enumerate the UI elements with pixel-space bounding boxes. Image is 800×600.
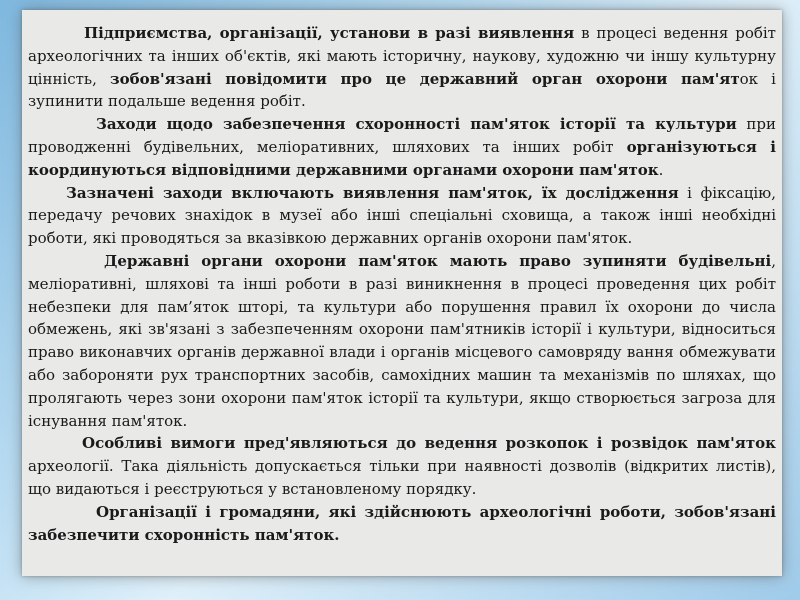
- paragraph-1-text-2: ок і зупинити подальше ведення робіт.: [28, 69, 776, 111]
- paragraph-2-bold-2: організуються і координуються відповідними державними органами охорони пам'яток: [28, 137, 776, 179]
- paragraph-3-bold-1: Зазначені заходи включають виявлення пам'яток, їх дослідження: [66, 183, 679, 202]
- paragraph-1-bold-2: зобов'язані повідомити про це державний орган охорони пам'ят: [110, 69, 740, 88]
- paragraph-6: [28, 501, 776, 547]
- paragraph-4-bold-1: Державні органи охорони пам'яток мають право зупиняти будівельні: [104, 251, 772, 270]
- paragraph-5: [28, 432, 776, 500]
- paragraph-4-text-1: , меліоративні, шляхові та інші роботи в разі виникнення в процесі проведення цих робіт небезпеки для пам’яток шторі, та культури або порушення правил їх охорони до числа обмежень, які зв'язані з забезпеченням охорони пам'ятників історії і культури, відноситься право виконавчих органів державної влади і органів місцевого самовряду вання обмежувати або забороняти рух транспортних засобів, самохідних машин та механізмів по шляхах, що пролягають через зони охорони пам'яток історії та культури, якщо створюється загроза для існування пам'яток.: [28, 251, 776, 430]
- text-card: [22, 10, 782, 576]
- paragraph-6-bold-1: Організації і громадяни, які здійснюють археологічні роботи, зобов'язані забезпечити схоронність пам'яток.: [28, 502, 776, 544]
- paragraph-3-text-1: і фіксацію, передачу речових знахідок в музеї або інші спеціальні сховища, а також інші необхідні роботи, які проводяться за вказівкою державних органів охорони пам'яток.: [28, 183, 776, 248]
- paragraph-2-bold-1: Заходи щодо забезпечення схоронності пам'яток історії та культури: [96, 115, 737, 134]
- paragraph-2-text-2: .: [658, 160, 664, 179]
- paragraph-2-text-1: при проводженні будівельних, меліоративних, шляхових та інших робіт: [28, 115, 776, 156]
- paragraph-1-text-1: в процесі ведення робіт археологічних та інших об'єктів, які мають історичну, наукову, художню чи іншу культурну цінність,: [28, 24, 776, 88]
- paragraph-3: [28, 182, 776, 250]
- paragraph-1-bold-1: Підприємства, організації, установи в разі виявлення: [84, 24, 575, 42]
- paragraph-4: [28, 250, 776, 432]
- paragraph-1: [28, 22, 776, 113]
- paragraph-5-bold-1: Особливі вимоги пред'являються до ведення розкопок і розвідок пам'яток: [82, 434, 776, 453]
- paragraph-2: [28, 113, 776, 181]
- paragraph-5-text-1: археології. Така діяльність допускається тільки при наявності дозволів (відкритих листів), що видаються і реєструються у встановленому порядку.: [28, 457, 776, 498]
